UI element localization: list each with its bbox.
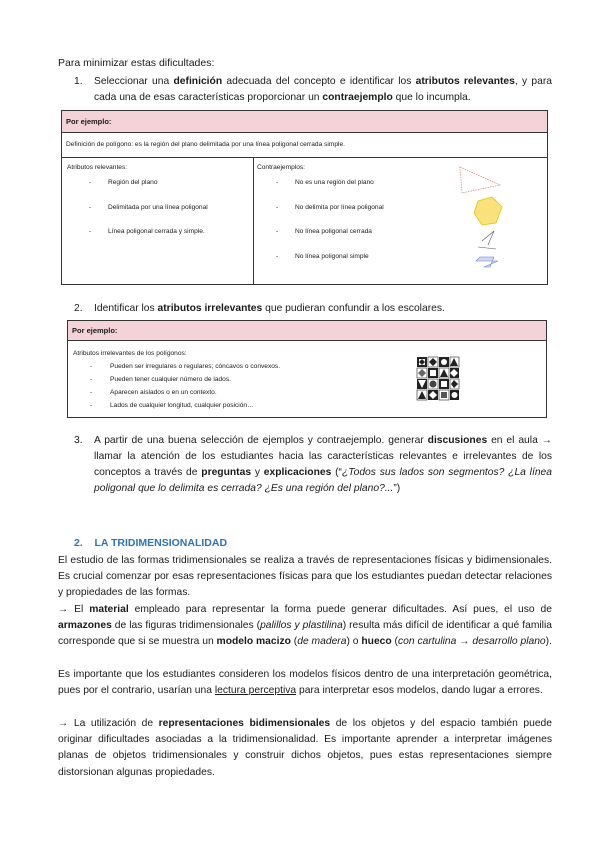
list-item: Pueden ser irregulares o regulares; cóncavos o convexos. <box>110 363 281 370</box>
item-number: 3. <box>74 435 83 446</box>
box-header: Por ejemplo: <box>68 321 546 341</box>
crossed-polygon-figure <box>476 257 498 267</box>
relevant-attributes-column <box>62 157 254 284</box>
item-number: 1. <box>74 76 83 87</box>
section-number: 2. <box>74 537 83 549</box>
definition-text: Definición de polígono: es la región del plano delimitada por una línea poligonal cerrada simple. <box>62 133 547 158</box>
counterexamples-column <box>254 157 547 284</box>
bullet: - <box>89 228 92 235</box>
paragraph-1: El estudio de las formas tridimensionales se realiza a través de representaciones físicas y bidimensionales. Es crucial comenzar por esas representaciones físicas para que los estudiantes puedan detectar relaciones y propiedades de las formas. <box>58 555 552 599</box>
list-item: Línea poligonal cerrada y simple. <box>108 228 205 235</box>
item-text: Seleccionar una definición adecuada del concepto e identificar los atributos relevantes, y para cada una de esas características proporcionar un contraejemplo que lo incumpla. <box>94 76 552 103</box>
paragraph-2: → El material empleado para representar la forma puede generar dificultades. Así pues, el uso de armazones de las figuras tridimensionales (palillos y plastilina) resulta más difícil de identificar a qué familia corresponde que si se muestra un modelo macizo (de madera) o hueco (con cartulina → desarrollo plano). <box>58 604 552 648</box>
list-item: Delimitada por una línea poligonal <box>108 204 208 211</box>
example-box-2 <box>67 320 547 418</box>
item-text: A partir de una buena selección de ejemplos y contraejemplo. generar discusiones en el aula → llamar la atención de los estudiantes hacia las características relevantes e irrelevantes de los conceptos a través de preguntas y explicaciones (“¿Todos sus lados son segmentos? ¿La línea poligonal que lo delimita es cerrada? ¿Es una región del plano?...”) <box>94 435 553 494</box>
paragraph-3: Es importante que los estudiantes consideren los modelos físicos dentro de una interpretación geométrica, pues por el contrario, usarían una lectura perceptiva para interpretar esos modelos, dando lugar a errores. <box>58 669 552 697</box>
list-item: Pueden tener cualquier número de lados. <box>110 376 231 383</box>
section-title: LA TRIDIMENSIONALIDAD <box>94 537 228 549</box>
bullet: - <box>89 204 92 211</box>
paragraph-4: → La utilización de representaciones bidimensionales de los objetos y del espacio también puede originar dificultades asociadas a la tridimensionalidad. Es importante aprender a interpretar imágenes planas de objetos tridimensionales y construir dichos objetos, pues estas representaciones siempre distorsionan algunas propiedades. <box>58 718 552 778</box>
yellow-hexagon-figure <box>474 197 502 225</box>
list-item: Lados de cualquier longitud, cualquier posición… <box>110 402 254 409</box>
open-polyline-figure <box>478 231 496 249</box>
list-item-1 <box>74 74 552 106</box>
bullet: - <box>90 376 93 383</box>
intro-text: Para minimizar estas dificultades: <box>58 57 215 69</box>
bullet: - <box>276 228 279 235</box>
polygon-mosaic-image <box>416 356 460 401</box>
bullet: - <box>276 204 279 211</box>
example-box-1 <box>61 110 548 285</box>
list-item: Región del plano <box>108 179 158 186</box>
box-title: Atributos irrelevantes de los polígonos: <box>73 350 187 357</box>
bullet: - <box>276 179 279 186</box>
bullet: - <box>89 179 92 186</box>
list-item-3 <box>74 433 552 497</box>
attributes-table <box>62 157 547 284</box>
list-item: No línea poligonal cerrada <box>295 228 372 235</box>
bullet: - <box>90 389 93 396</box>
bullet: - <box>276 253 279 260</box>
list-item: No línea poligonal simple <box>295 253 369 260</box>
counterexample-figures <box>454 165 514 275</box>
column-title: Contraejemplos: <box>257 164 306 171</box>
bullet: - <box>90 402 93 409</box>
column-title: Atributos relevantes: <box>67 164 128 171</box>
box-header: Por ejemplo: <box>62 111 547 133</box>
item-number: 2. <box>74 303 83 314</box>
list-item-2 <box>74 301 552 317</box>
list-item: No delimita por línea poligonal <box>295 204 384 211</box>
section-heading <box>74 537 227 549</box>
list-item: Aparecen aislados o en un contexto. <box>110 389 217 396</box>
list-item: No es una región del plano <box>295 179 374 186</box>
open-triangle-figure <box>460 167 500 193</box>
bullet: - <box>90 363 93 370</box>
item-text: Identificar los atributos irrelevantes que pudieran confundir a los escolares. <box>94 303 445 314</box>
